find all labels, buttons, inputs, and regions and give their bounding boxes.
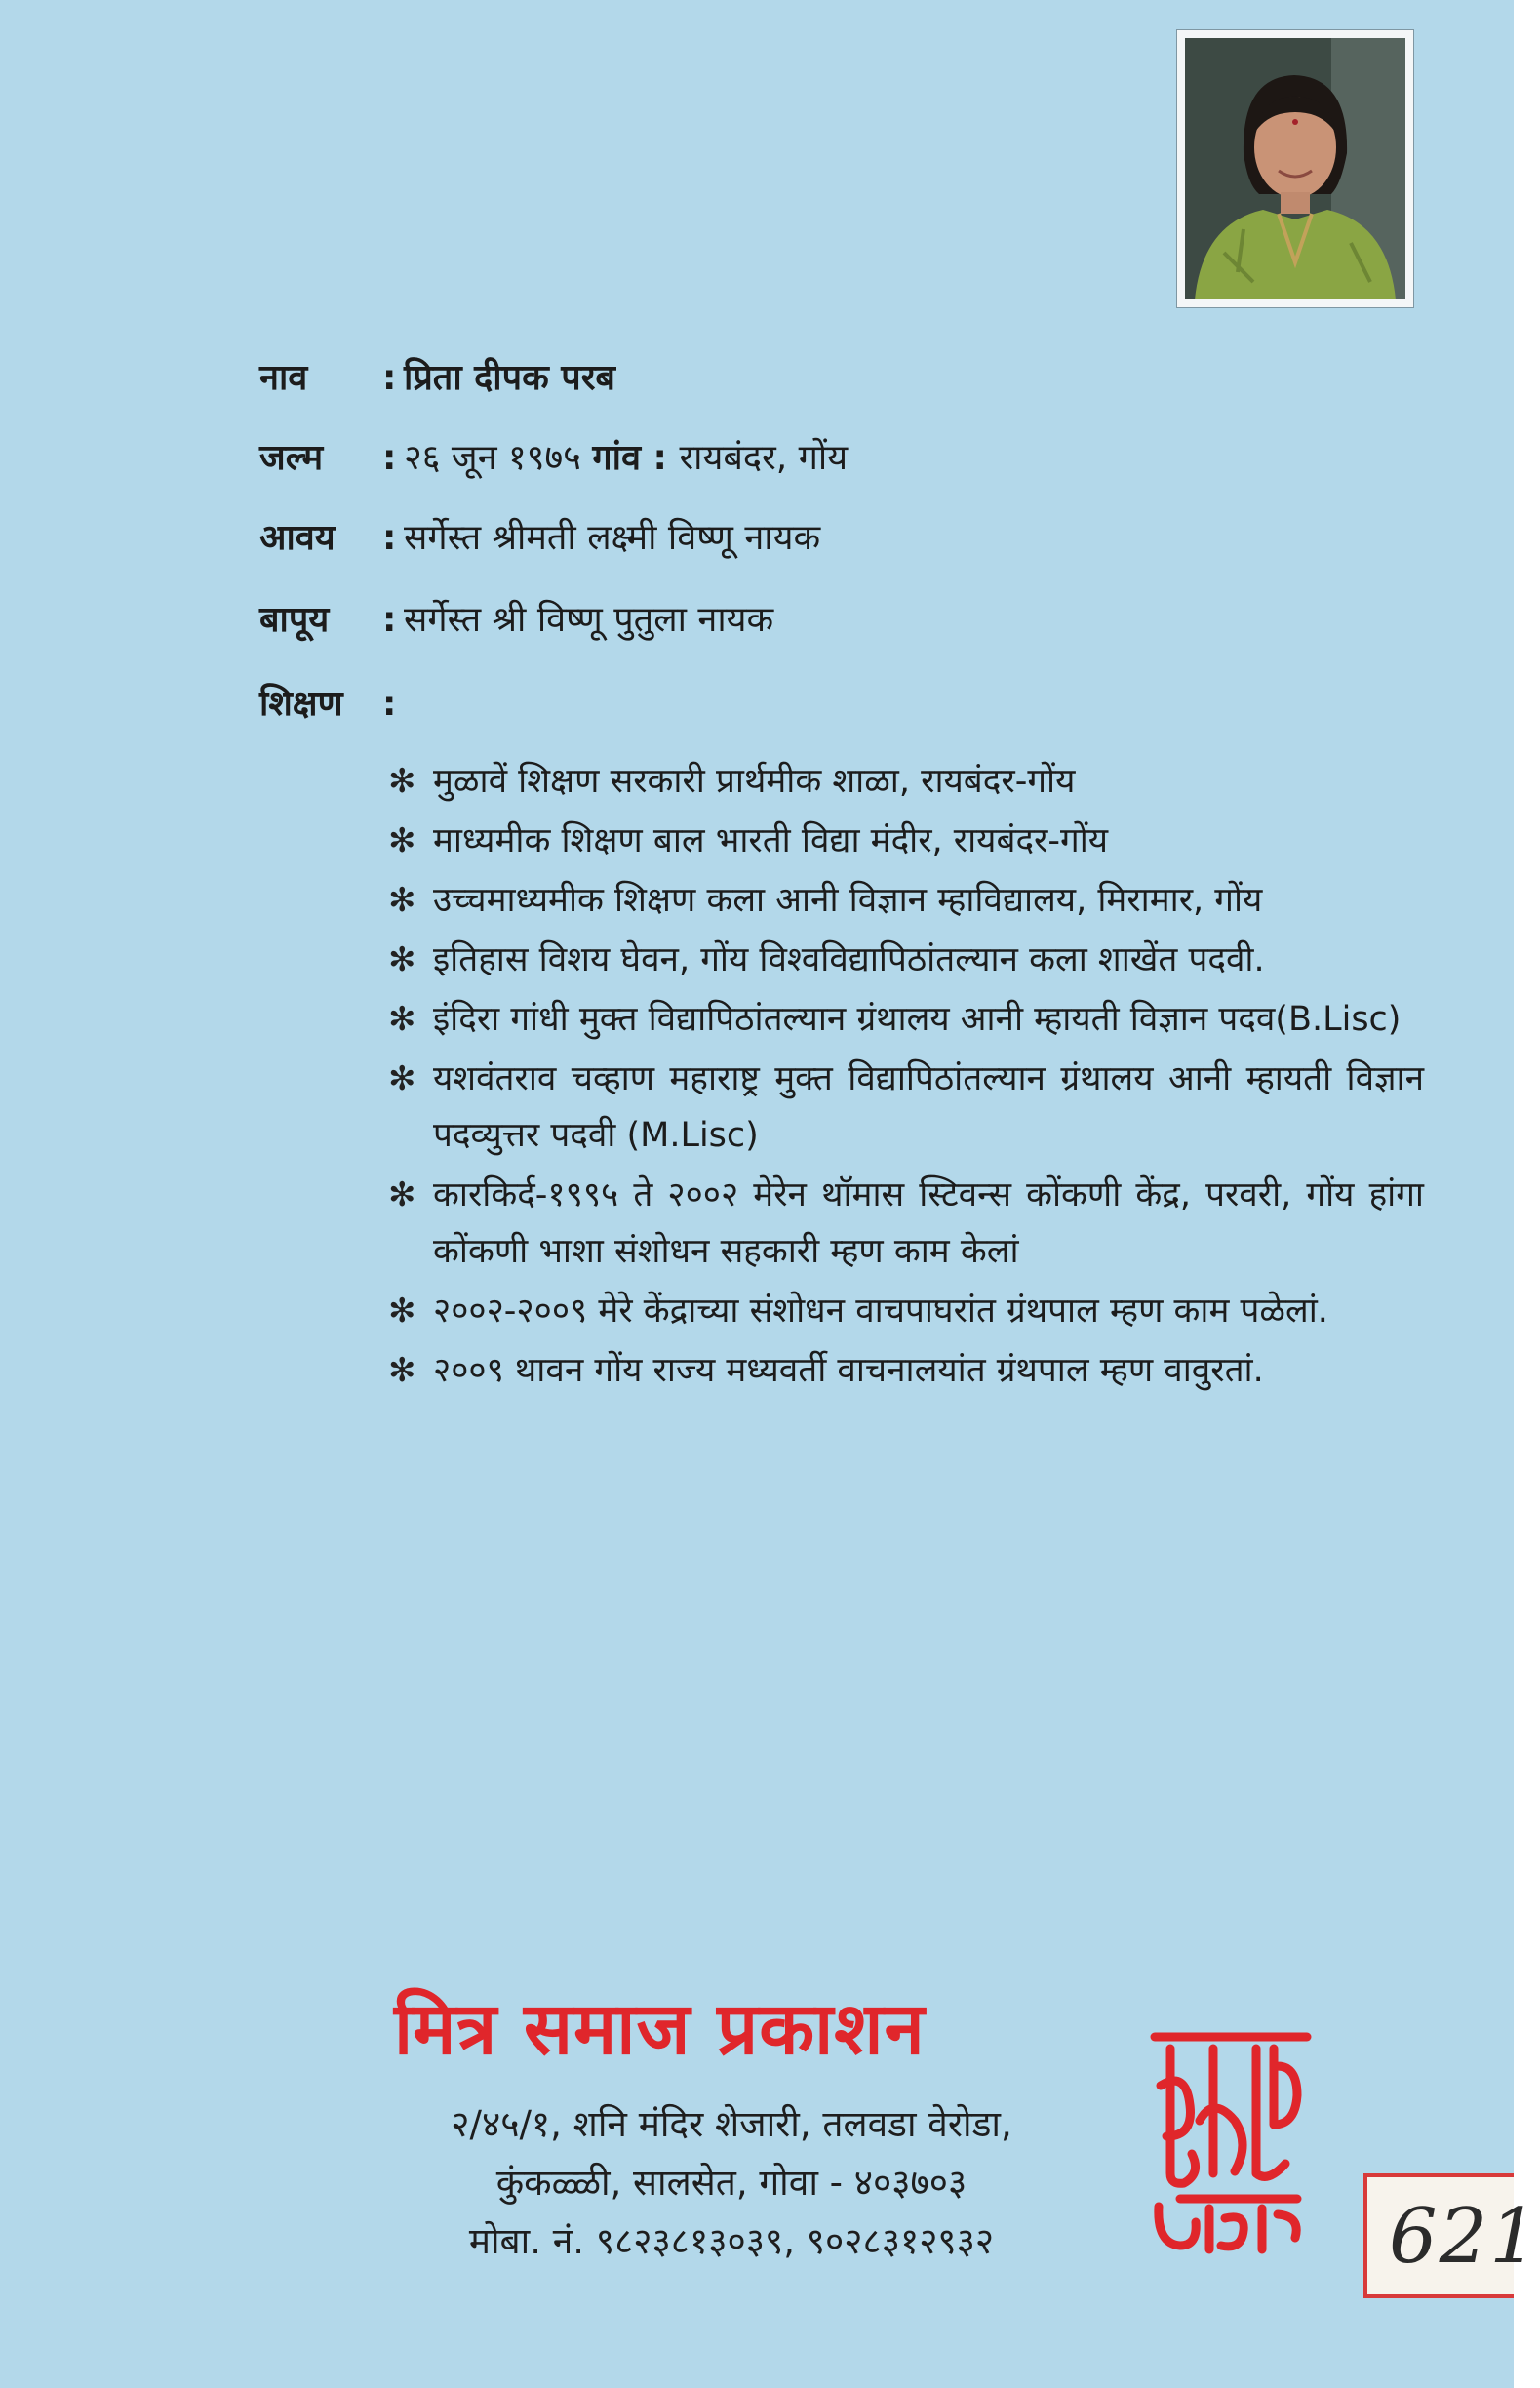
education-item-text: माध्यमीक शिक्षण बाल भारती विद्या मंदीर, रायबंदर-गोंय bbox=[433, 821, 1109, 860]
asterisk-bullet-icon: ✻ bbox=[388, 940, 416, 979]
bio-mother-label: आवय bbox=[259, 518, 336, 558]
education-item-text: मुळावें शिक्षण सरकारी प्रार्थमीक शाळा, रायबंदर-गोंय bbox=[433, 762, 1076, 801]
bio-name-label: नाव bbox=[259, 358, 308, 398]
education-list bbox=[388, 753, 1424, 1402]
education-item-text: उच्चमाध्यमीक शिक्षण कला आनी विज्ञान म्हाविद्यालय, मिरामार, गोंय bbox=[433, 881, 1263, 920]
bio-birth-row bbox=[259, 435, 848, 482]
publisher-logo-icon bbox=[1141, 2027, 1317, 2257]
education-item bbox=[388, 1283, 1424, 1339]
education-item bbox=[388, 1167, 1424, 1280]
bio-colon: : bbox=[382, 684, 397, 724]
asterisk-bullet-icon: ✻ bbox=[388, 1000, 416, 1039]
asterisk-bullet-icon: ✻ bbox=[388, 762, 416, 801]
bio-name-row bbox=[259, 355, 615, 402]
bio-education-label: शिक्षण bbox=[259, 684, 343, 724]
author-photo bbox=[1176, 29, 1414, 308]
education-item bbox=[388, 753, 1424, 810]
bio-village-label: गांव bbox=[592, 438, 641, 478]
bio-colon: : bbox=[640, 438, 680, 478]
bio-colon: : bbox=[382, 600, 397, 640]
stamp-number: 621 bbox=[1389, 2193, 1540, 2281]
asterisk-bullet-icon: ✻ bbox=[388, 1175, 416, 1214]
author-portrait-image bbox=[1185, 38, 1405, 299]
publisher-address-line1: २/४५/१, शनि मंदिर शेजारी, तलवडा वेरोडा, bbox=[451, 2103, 1012, 2145]
bio-education-row bbox=[259, 681, 404, 728]
education-item bbox=[388, 872, 1424, 929]
bio-colon: : bbox=[382, 438, 397, 478]
bio-colon: : bbox=[382, 518, 397, 558]
bio-birth-value: २६ जून १९७५ bbox=[404, 438, 581, 478]
library-stamp bbox=[1363, 2173, 1540, 2298]
bio-father-row bbox=[259, 597, 773, 644]
publisher-name: मित्र समाज प्रकाशन bbox=[394, 1987, 926, 2071]
bio-father-value: सर्गेस्त श्री विष्णू पुतुला नायक bbox=[404, 600, 774, 640]
publisher-address-line2: कुंकळ्ळी, सालसेत, गोवा - ४०३७०३ bbox=[495, 2162, 967, 2204]
education-item bbox=[388, 991, 1424, 1048]
bio-village-value: रायबंदर, गोंय bbox=[679, 438, 849, 478]
publisher-phone-line: मोबा. नं. ९८२३८१३०३९, ९०२८३१२९३२ bbox=[468, 2220, 995, 2262]
education-item bbox=[388, 1342, 1424, 1399]
asterisk-bullet-icon: ✻ bbox=[388, 881, 416, 920]
education-item-text: कारकिर्द-१९९५ ते २००२ मेरेन थॉमास स्टिवन्स कोंकणी केंद्र, परवरी, गोंय हांगा कोंकणी भाशा संशोधन सहकारी म्हण काम केलां bbox=[433, 1175, 1424, 1271]
bio-mother-row bbox=[259, 515, 820, 562]
asterisk-bullet-icon: ✻ bbox=[388, 1351, 416, 1390]
bio-name-value: प्रिता दीपक परब bbox=[404, 358, 615, 398]
education-item-text: २००२-२००९ मेरे केंद्राच्या संशोधन वाचपाघरांत ग्रंथपाल म्हण काम पळेलां. bbox=[433, 1292, 1328, 1331]
education-item-text: इतिहास विशय घेवन, गोंय विश्वविद्यापिठांतल्यान कला शाखेंत पदवी. bbox=[433, 940, 1265, 979]
bio-mother-value: सर्गेस्त श्रीमती लक्ष्मी विष्णू नायक bbox=[404, 518, 821, 558]
education-item-text: इंदिरा गांधी मुक्त विद्यापिठांतल्यान ग्रंथालय आनी म्हायती विज्ञान पदव(B.Lisc) bbox=[433, 1000, 1402, 1039]
education-item-text: यशवंतराव चव्हाण महाराष्ट्र मुक्त विद्यापिठांतल्यान ग्रंथालय आनी म्हायती विज्ञान पदव्युत्तर पदवी (M.Lisc) bbox=[433, 1059, 1424, 1155]
education-item bbox=[388, 1051, 1424, 1164]
asterisk-bullet-icon: ✻ bbox=[388, 821, 416, 860]
asterisk-bullet-icon: ✻ bbox=[388, 1292, 416, 1331]
bio-father-label: बापूय bbox=[259, 600, 330, 640]
education-item-text: २००९ थावन गोंय राज्य मध्यवर्ती वाचनालयांत ग्रंथपाल म्हण वावुरतां. bbox=[433, 1351, 1264, 1390]
education-item bbox=[388, 932, 1424, 988]
education-item bbox=[388, 813, 1424, 869]
asterisk-bullet-icon: ✻ bbox=[388, 1059, 416, 1098]
bio-birth-label: जल्म bbox=[259, 438, 324, 478]
bio-colon: : bbox=[382, 358, 397, 398]
